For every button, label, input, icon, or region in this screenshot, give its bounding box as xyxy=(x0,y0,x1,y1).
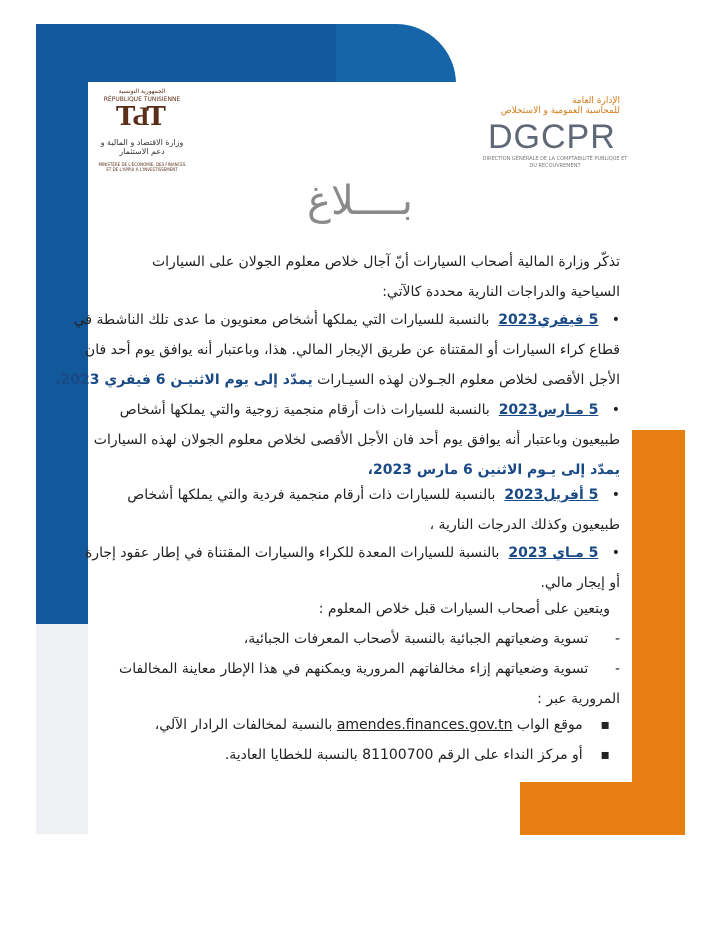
obligation-text: تسوية وضعياتهم إزاء مخالفاتهم المرورية ويمكنهم في هذا الإطار معاينة المخالفات xyxy=(119,661,589,677)
phone-number[interactable]: 81100700 xyxy=(362,747,434,763)
ministry-logo xyxy=(96,88,188,178)
channel-post: بالنسبة للخطايا العادية. xyxy=(224,747,358,763)
dgcpr-arabic-2: للمحاسبة العمومية و الاستخلاص xyxy=(500,106,620,116)
deadline-text-2: طبيعيون وباعتبار أنه يوافق يوم أحد فان الأجل الأقصى لخلاص معلوم الجولان لهذه السيارات xyxy=(93,432,620,448)
bullet-icon xyxy=(612,312,620,328)
intro-line-1: تذكّر وزارة المالية أصحاب السيارات أنّ آجال خلاص معلوم الجولان على السيارات xyxy=(151,254,620,270)
deadline-extension: يمدّد إلى يـوم الاثنين 6 مارس 2023، xyxy=(367,462,620,478)
obligation-text: تسوية وضعياتهم الجبائية بالنسبة لأصحاب المعرفات الجبائية، xyxy=(243,631,589,647)
obligations-section xyxy=(100,594,620,714)
deadline-text-2: قطاع كراء السيارات أو المقتناة عن طريق الإيجار المالي. هذا، وباعتبار أنه يوافق يوم أحد فان xyxy=(84,342,620,358)
ministry-name-arabic: وزارة الاقتصاد و المالية و دعم الاستثمار xyxy=(100,138,184,156)
logo-french-top: RÉPUBLIQUE TUNISIENNE xyxy=(103,96,181,103)
deadline-date: 5 مـاي 2023 xyxy=(508,545,599,561)
dash-icon xyxy=(615,631,620,647)
deadline-text: بالنسبة للسيارات ذات أرقام منجمية فردية والتي يملكها أشخاص xyxy=(127,487,496,503)
bullet-icon xyxy=(612,487,620,503)
obligation-text-cont: المرورية عبر : xyxy=(537,691,620,707)
website-link[interactable]: amendes.finances.gov.tn xyxy=(336,717,513,733)
bullet-icon xyxy=(612,545,620,561)
owners-intro: ويتعين على أصحاب السيارات قبل خلاص المعلوم : xyxy=(318,601,610,617)
logo-arabic-top: الجمهورية التونسية xyxy=(118,88,166,95)
deadline-item-1 xyxy=(55,305,620,395)
deadline-date: 5 أفريل2023 xyxy=(504,487,599,503)
deadline-date: 5 مـارس2023 xyxy=(498,402,599,418)
dash-icon xyxy=(615,661,620,677)
ministry-name-french: MINISTÈRE DE L'ÉCONOMIE, DES FINANCES ET DE L'APPUI À L'INVESTISSEMENT xyxy=(98,162,186,172)
channel-pre: أو مركز النداء على الرقم xyxy=(437,747,583,763)
dgcpr-logo xyxy=(470,96,630,176)
deadline-text-2: طبيعيون وكذلك الدرجات النارية ، xyxy=(429,517,620,533)
ministry-emblem-icon: TԀT xyxy=(116,102,163,132)
square-bullet-icon xyxy=(601,747,611,763)
channels-list xyxy=(100,710,620,770)
deadline-extension: يمدّد إلى يوم الاثنيـن 6 فيفري 2023، xyxy=(55,372,313,388)
dgcpr-acronym: DGCPR xyxy=(488,118,616,156)
channel-post: بالنسبة لمخالفات الرادار الآلي، xyxy=(154,717,333,733)
grey-decor-bar xyxy=(36,624,88,834)
deadline-item-3 xyxy=(100,480,620,540)
deadline-text: بالنسبة للسيارات التي يملكها أشخاص معنويون ما عدى تلك الناشطة في xyxy=(73,312,490,328)
deadline-text: بالنسبة للسيارات ذات أرقام منجمية زوجية والتي يملكها أشخاص xyxy=(119,402,490,418)
dgcpr-french: DIRECTION GÉNÉRALE DE LA COMPTABILITÉ PUBLIQUE ET DU RECOUVREMENT xyxy=(482,156,628,169)
square-bullet-icon xyxy=(601,717,611,733)
deadline-item-4 xyxy=(84,538,620,598)
deadline-text: بالنسبة للسيارات المعدة للكراء والسيارات المقتناة في إطار عقود إجارة xyxy=(84,545,500,561)
deadline-text-3: الأجل الأقصى لخلاص معلوم الجـولان لهذه السيـارات xyxy=(317,372,620,388)
channel-pre: موقع الواب xyxy=(516,717,583,733)
intro-paragraph xyxy=(100,247,620,307)
dgcpr-arabic-1: الإدارة العامة xyxy=(571,96,620,106)
deadline-item-2 xyxy=(93,395,620,485)
announcement-title: بــــلاغ xyxy=(307,178,413,224)
bullet-icon xyxy=(612,402,620,418)
deadline-date: 5 فيفري2023 xyxy=(498,312,599,328)
intro-line-2: السياحية والدراجات النارية محددة كالآتي: xyxy=(382,284,620,300)
deadline-text-2: أو إيجار مالي. xyxy=(540,575,620,591)
